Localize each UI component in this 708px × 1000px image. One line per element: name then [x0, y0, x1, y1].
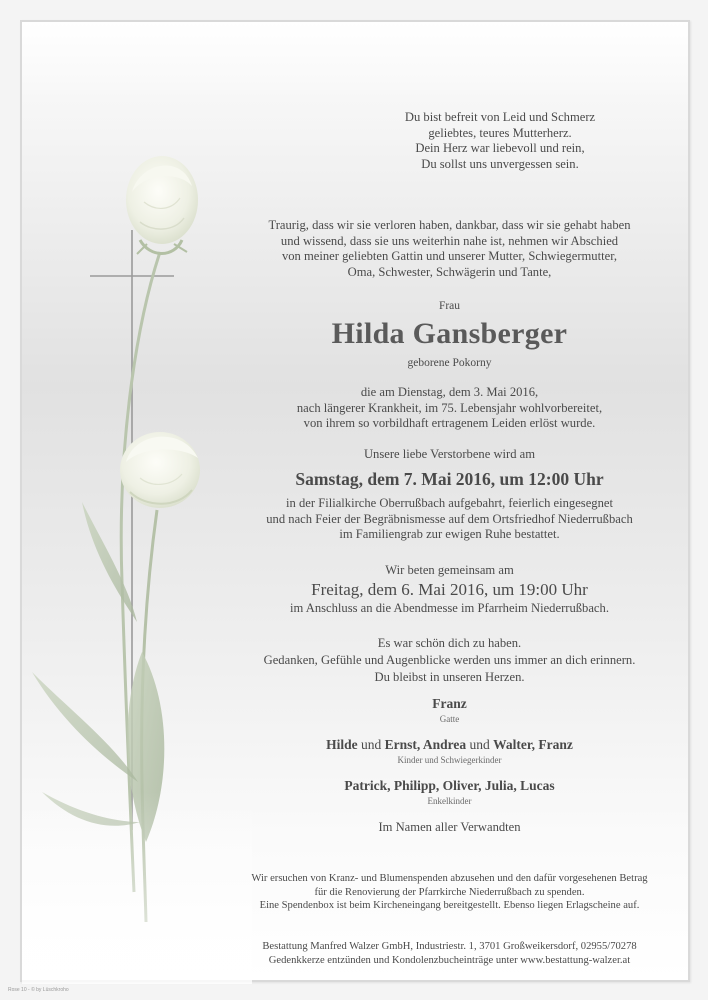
funeral-intro: Unsere liebe Verstorbene wird am: [363, 447, 536, 461]
death-line: nach längerer Krankheit, im 75. Lebensjahr wohlvorbereitet,: [296, 400, 603, 415]
farewell-line: Du bleibst in unseren Herzen.: [374, 670, 525, 684]
undertaker-line: Bestattung Manfred Walzer GmbH, Industriestr. 1, 3701 Großweikersdorf, 02955/70278: [262, 941, 637, 952]
funeral-line: im Familiengrab zur ewigen Ruhe bestattet.: [339, 527, 560, 541]
donation-line: Wir ersuchen von Kranz- und Blumenspenden abzusehen und den dafür vorgesehenen Betrag: [251, 873, 648, 884]
death-line: von ihrem so vorbildhaft ertragenem Leiden erlöst wurde.: [303, 416, 596, 430]
donation-note: [212, 872, 687, 913]
intro-line: von meiner geliebten Gattin und unserer Mutter, Schwiegermutter,: [281, 249, 618, 263]
mourner-children: Hilde und Ernst, Andrea und Walter, Franz Kinder und Schwiegerkinder: [326, 737, 573, 765]
mourner-husband: Franz Gatte: [432, 696, 467, 724]
funeral-line: in der Filialkirche Oberrußbach aufgebahrt, feierlich eingesegnet: [286, 496, 613, 510]
donation-line: für die Renovierung der Pfarrkirche Niederrußbach zu spenden.: [314, 886, 585, 898]
intro-line: und wissend, dass sie uns weiterhin nahe ist, nehmen wir Abschied: [280, 233, 619, 248]
funeral-line: und nach Feier der Begräbnismesse auf dem Ortsfriedhof Niederrußbach: [266, 511, 633, 526]
relatives-line: Im Namen aller Verwandten: [378, 820, 521, 834]
death-text: [212, 385, 687, 432]
death-line: die am Dienstag, dem 3. Mai 2016,: [360, 385, 539, 399]
farewell-line: Es war schön dich zu haben.: [377, 636, 522, 650]
intro-line: Oma, Schwester, Schwägerin und Tante,: [347, 264, 552, 279]
donation-line: Eine Spendenbox ist beim Kircheneingang bereitgestellt. Ebenso liegen Erlagscheine auf.: [259, 900, 640, 911]
undertaker-info: [212, 940, 687, 967]
farewell-line: Gedanken, Gefühle und Augenblicke werden uns immer an dich erinnern.: [263, 653, 636, 667]
main-text-column: [212, 22, 687, 984]
funeral-date: Samstag, dem 7. Mai 2016, um 12:00 Uhr: [295, 469, 604, 489]
poem-line: Dein Herz war liebevoll und rein,: [415, 141, 585, 155]
intro-text: [212, 218, 687, 280]
deceased-name: Hilda Gansberger: [331, 317, 568, 350]
intro-line: Traurig, dass wir sie verloren haben, dankbar, dass wir sie gehabt haben: [268, 218, 631, 232]
farewell-text: [212, 635, 687, 686]
mourner-grandchildren: Patrick, Philipp, Oliver, Julia, Lucas Enkelkinder: [344, 778, 555, 806]
prayer-details: im Anschluss an die Abendmesse im Pfarrheim Niederrußbach.: [290, 601, 609, 615]
prayer-intro: Wir beten gemeinsam am: [385, 563, 514, 577]
poem-line: geliebtes, teures Mutterherz.: [428, 125, 572, 140]
title-prefix: Frau: [438, 300, 461, 312]
undertaker-line: Gedenkkerze entzünden und Kondolenzbucheinträge unter www.bestattung-walzer.at: [268, 954, 631, 966]
poem-line: Du bist befreit von Leid und Schmerz: [404, 110, 596, 124]
poem-line: Du sollst uns unvergessen sein.: [421, 156, 579, 171]
funeral-details: [212, 496, 687, 543]
obituary-card: [20, 20, 690, 982]
image-credit: Rose 10 - © by Lüschkroho: [8, 987, 69, 993]
birth-name: geborene Pokorny: [407, 357, 492, 369]
prayer-date: Freitag, dem 6. Mai 2016, um 19:00 Uhr: [311, 580, 588, 599]
